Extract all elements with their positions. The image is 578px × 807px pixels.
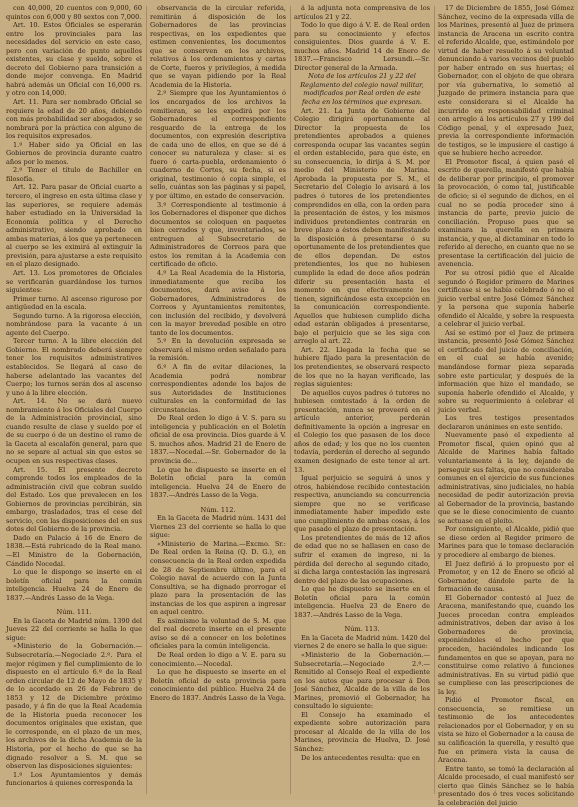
paragraph: 5.º En la devolución expresada se observará el mismo orden señalado para la remisión. [150, 337, 286, 363]
paragraph: 4.º La Real Academia de la Historia, inmediatamente que reciba los documentos, dará aviso á los Gobernadores, Administradores de Correos y Ayuntamientos remitentes, con inclusión del recibido, y devolverá con la mayor brevedad posible en otro tanto de los documentos. [150, 268, 286, 337]
paragraph: Así se estimó por el Juez de primera instancia, presentó José Gómez Sánchez el certificado del juicio de conciliación, en el cual se había avenido; mandándose formar pieza separada sobre este particular, y después de la información que hizo el mandado, se suponía haberle ofendido el Alcalde, y sobre su requerimiento á celebrar el juicio verbal. [438, 328, 574, 414]
paragraph: 3.º Correspondiente al testimonio á los Gobernadores el disponer que dichos documentos se coloquen en paquetes bien cerrados y que, inventariados, se entreguen al Subsecretario de Administradores de Correos para que estos los remitan á la Academia con certificado de oficio. [150, 200, 286, 269]
paragraph: Art. 10. Estos Oficiales se esperarán entre los provinciales para las necesidades del servicio en este caso, pero con variación de punto aquellos existentes, su clase y sueldo, sobre el decreto del Gobierno para transición a donde mejor convenga. En Madrid habrá además un Oficial con 16,000 rs. y otro con 14,000. [6, 21, 142, 98]
paragraph: Art. 14. No se dará nuevo nombramiento á los Oficiales del Cuerpo de la Administración provincial, sino cuando resulte de clase y sueldo por el de su cuerpo ó de un destino el ramo de la Gaceta al escalafón general, para que no se separe al actual sin que estos se ocupen en sus respectivas clases. [6, 397, 142, 465]
paragraph: Art. 21. La Junta de Gobierno del Colegio dirigirá oportunamente al Director la propuesta de los pretendientes aprobados a quienes corresponda ocupar las vacantes según el orden establecido, para que éste, en su consecuencia, lo dirija á S. M. por medio del Ministerio de Marina. Aprobada la propuesta por S. M., el Secretario del Colegio lo avisará á los padres ó tutores de los pretendientes comprendidos en ella, con la orden para la presentación de éstos, y los mismos individuos pretendientes contrarán en breve plazo a éstos deben manifestando la disposición á presentarse ó su oportunamente de los pretendientes que de ellos dependan. De estos pretendientes, los que no hubiesen cumplido la edad de doce años podrán diferir su presentación hasta el momento en que efectivamente los tienen, significándose esta excepción en la comunicación correspondiente. Aquellos que hubiesen cumplido dicha edad estarán obligados á presentarse, bajo el perjuicio que se les siga con arreglo al art. 22. [294, 106, 430, 346]
paragraph: observancia de la circular referida, remitirán á disposición de los Gobernadores de las provincias respectivas, en los expedientes que estimen convenientes, los documentos que se conserven en los archivos, relativos á los ordenamientos y cartas de Corte, fueros y privilegios, á medida que se vayan pidiendo por la Real Academia de la Historia. [150, 4, 286, 89]
paragraph: Nuevamente pasó el expediente al Promotor fiscal, quien opinó que al Alcalde de Marines había faltado voluntariamente á la ley, dejando de perseguir sus faltas, que no consideraba comunes en el ejercicio de sus funciones administrativas, sino judiciales, no había necesidad de pedir autorización previa al Gobernador de la provincia, bastando que se le diese conocimiento de cuanto se actuase en el pleito. [438, 431, 574, 525]
notice-number: Núm. 113. [344, 625, 380, 634]
paragraph: Los tres testigos presentados declararon unánimes en este sentido. [438, 414, 574, 431]
paragraph: De Real orden lo digo a V. E. para su conocimiento.—Nocedal. [150, 651, 286, 668]
paragraph: El Consejo ha examinado el expediente sobre autorización para procesar al Alcalde de la villa de los Marines, provincia de Huelva, D. José Sánchez: [294, 710, 430, 754]
text-column-1 [6, 4, 142, 796]
paragraph: Lo que he dispuesto se inserte en el Boletín oficial para la común inteligencia. Huelva 23 de Enero de 1837.—Andrés Lasso de la Vega. [294, 585, 430, 619]
paragraph: Lo que he dispuesto se inserte en el Boletín oficial para la común inteligencia. Huelva 24 de Enero de 1837.—Andrés Lasso de la Vega. [150, 465, 286, 500]
paragraph: Entre tanto, se tomó la declaración al Alcalde procesado, el cual manifestó ser cierto que Ginés Sánchez se le había presentado dos ó tres veces solicitando la celebración del juicio [438, 764, 574, 807]
paragraph: «Ministerio de Marina.—Excmo. Sr.: De Real orden la Reina (Q. D. G.), en consecuencia de la Real orden expedida de 28 de Septiembre último, para el Colegio naval de acuerdo con la Junta Consultiva, se ha dignado prorrogar el plazo para la presentación de las instancias de los que aspiren a ingresar en aquel centro. [150, 539, 286, 617]
paragraph: Todo lo que digo á V. E. de Real orden para su conocimiento y efectos consiguientes. Dios guarde á V. E. muchos años. Madrid 14 de Enero de 1837.—Francisco Lersundi.—Sr. Director general de la Armada. [294, 21, 430, 72]
paragraph: Segundo turno. A la rigorosa elección, nombrándose para la vacante á un agente del Cuerpo. [6, 311, 142, 337]
paragraph: 1.º Los Ayuntamientos y demás funcionarios á quienes corresponda la [6, 770, 142, 788]
paragraph: De Real orden lo digo á V. S. para su inteligencia y publicación en el Boletín oficial de esa provincia. Dios guarde á V. S. muchos años. Madrid 21 de Enero de 1837.—Nocedal.—Sr. Gobernador de la provincia de... [150, 414, 286, 465]
signature-line: Dado en Palacio á 16 de Enero de 1838.—Está rubricado de la Real mano.—El Ministro de la Gobernación, Cándido Nocedal. [6, 533, 142, 568]
paragraph: «Ministerio de la Gobernación.—Subsecretaría.—Negociado 2.º. Para el mejor régimen y fiel cumplimiento de lo dispuesto en el artículo 6.º de la Real orden circular de 12 de Mayo de 1835 y de lo acordado en 26 de Febrero de 1853 y 12 de Diciembre próximo pasado, y á fin de que la Real Academia de la Historia pueda reconocer los documentos originales que existan, que le corresponde, en el plazo de un mes, los archivos de la dicha Academia de la Historia, por el hecho de que se ha dignado resolver a S. M. que se observen las disposiciones siguientes: [6, 642, 142, 771]
column-rule [290, 6, 291, 794]
paragraph: El Juez defirió á lo propuesto por el Promotor, y en 12 de Enero se ofició al Gobernador, dándole parte de la formación de causa. [438, 559, 574, 594]
paragraph: El Promotor fiscal, á quien pasó el escrito de querella, manifestó que había de deliberar por principio, el promover la provocación, ó como tal, justificable de oficio; si el segundo de dichos, en el cual no se podía proceder sino á instancia de parte, previo juicio de conciliación. Propuso pues que se examinara la querella en primera instancia, y que, al dictaminar en todo lo referido al derecho, en cuanto que no se presentase la certificación del juicio de avenencia. [438, 157, 574, 269]
paragraph: 6.º A fin de evitar dilaciones, la Academia podrá nombrar correspondientes adonde los bajos de sus Autoridades de Instituciones culturales en la conformidad de las circunstancias. [150, 362, 286, 414]
paragraph: 2.º Tener el título de Bachiller en filosofía. [6, 166, 142, 183]
paragraph: Tercer turno. A la libre elección del Gobierno. El nombrado deberá siempre tener los requisitos administrativos establecidos. Se llegará al caso de haberse adelantado las vacantes del Cuerpo; los turnos serán dos al ascenso y uno á la libre elección. [6, 337, 142, 397]
paragraph: 17 de Diciembre de 1855, José Gómez Sánchez, vecino de la expresada villa de los Marines, presentó al Juez de primera instancia de Aracena un escrito contra el referido Alcalde, que, estimándolo por virtud de haber resuelto á su voluntad denunciando á varios vecinos del pueblo por haber entrado en sus huertas; el Gobernador, con el objeto de que obrara por vía gubernativa, lo sometió al Juzgado de primera instancia para que este considerara si el Alcalde ha incurrido en responsabilidad criminal con arreglo á los artículos 27 y 199 del Código penal, y el expresado Juez, previa la correspondiente información de testigos, se le impusiere el castigo á que se hubiere hecho acreedor. [438, 4, 574, 158]
paragraph: Art. 22. Llegada la fecha que se hubiere fijado para la presentación de los pretendientes, se observará respecto de los que no la hayan verificado, las reglas siguientes: [294, 345, 430, 389]
paragraph: Por consiguiente, el Alcalde, pidió que se diese orden al Regidor primero de Marines para que le tomase declaración y procediere al embargo de bienes. [438, 525, 574, 559]
paragraph: 2.º Siempre que los Ayuntamientos ó los encargados de los archivos la remitieran, se les expedirá por los Gobernadores el correspondiente resguardo de la entrega de los documentos, con expresión descriptiva de cada uno de ellos, en que se dé á conocer su naturaleza y clase: si es fuero ó carta-puebla, ordenamiento ó cuaderno de Cortes, su fecha, si es original, testimonio ó copia simple, el sello, cuántas son las páginas y si papel, y por último, en estado de conservación. [150, 89, 286, 201]
paragraph: á la adjunta nota comprensiva de los artículos 21 y 22. [294, 4, 430, 21]
paragraph: Art. 15. El presente decreto comprende todos los empleados de la administración civil que cobran sueldo del Estado. Los que prevalecen en los Gobiernos de provincias percibirán, sin embargo, trasladados, tras el cese del servicio, con las disposiciones del en sus dotes del Gobierno de la provincia. [6, 465, 142, 534]
paragraph: Art. 11. Para ser nombrado Oficial se requiere la edad de 20 años, debiendo con más probabilidad ser abogados, y se nombrará por la práctica con alguno de los requisitos expresados. [6, 98, 142, 141]
paragraph: con 40,000, 20 cuentos con 9,000, 60 quintos con 6,000 y 80 sextos con 7,000. [6, 4, 142, 21]
column-rule [434, 6, 435, 794]
paragraph: De aquellos cuyos padres ó tutores no hubiesen contestado á la orden de presentación, nunca se proveerá en el artículo anterior, perderán definitivamente la opción a ingresar en el Colegio los que pasasen de los doce años de edad; y los que no los cuenten todavía, perderán el derecho al segundo examen designado de este tenor al art. 13. [294, 388, 430, 474]
paragraph: De los antecedentes resulta: que en [301, 753, 421, 762]
column-rule [146, 6, 147, 794]
text-column-2 [150, 4, 286, 796]
paragraph: En la Gaceta de Madrid núm. 1431 del Viernes 23 del corriente se halla lo que sigue: [150, 514, 286, 540]
text-column-4 [438, 4, 575, 807]
paragraph: Art. 12. Para pasar de Oficial cuarto a tercero, el ingreso en esta última clase y las superiores, se requiere además haber estudiado en la Universidad la Economía política y el Derecho administrativo, siendo aprobado en ambas materias, á los que ya pertenecen al cuerpo se les eximirá al extinguir la previsión, para ajustarse a este requisito en el plazo designado. [6, 183, 142, 269]
notice-number: Núm. 111. [56, 608, 92, 617]
paragraph: Por su otrosí pidió que el Alcalde segundo ó Regidor primero de Marines certificase si se había celebrado ó no el juicio verbal entre José Gómez Sánchez y la persona que suponía haberle ofendido el Alcalde, y sobre la respuesta a celebrar el juicio verbal. [438, 268, 574, 329]
paragraph: Lo que he dispuesto se inserte en el Boletín oficial de esta provincia para conocimiento del público. Huelva 24 de Enero de 1837. Andrés Lasso de la Vega. [150, 668, 286, 702]
paragraph: Los pretendientes de más de 12 años de edad que no se hallasen en caso de sufrir el examen de ingreso, ni la pérdida del derecho al segundo citado, si dicha larga contestación las ingresará dentro del plazo de las ocupaciones. [294, 533, 430, 585]
paragraph: Igual perjuicio se seguirá á unos y otros, habiéndose recibido contestación respectiva, anunciando su concurrencia siempre que no se verificase inmediatamente haber impedido este uno cumplimiento de ambas cosas, á los que pasado el plazo de presentación. [294, 474, 430, 534]
paragraph: Primer turno. Al ascenso riguroso por antigüedad en la escala. [6, 294, 142, 312]
paragraph: Es asimismo la voluntad de S. M. que del real decreto inserte en el presente aviso se dé a conocer en los boletines oficiales para la común inteligencia. [150, 616, 286, 651]
paragraph: Pidió el Promotor fiscal, en consecuencia, se remitiese un testimonio de los antecedentes relacionados por el Gobernador, y en su vista se hizo el Gobernador a la causa de su calificación la querella, y resultó que fue en primera vista la causa de Aracena. [438, 696, 575, 765]
paragraph: Lo que le dispongo se inserte en el boletín oficial para la común inteligencia. Huelva 24 de Enero de 1837.—Andrés Lasso de la Vega. [6, 568, 142, 602]
paragraph: En la Gaceta de Madrid núm. 1390 del Jueves 22 del corriente se halla lo que sigue: [6, 616, 142, 642]
paragraph: El Gobernador contestó al Juez de Aracena, manifestando que, cuando los Jueces procedan contra empleados administrativos, deben dar aviso á los Gobernadores de provincia, exponiéndoles el hecho por que proceden, haciéndoles indicando los fundamentos en que se apoyan, para no constituirse como relativo á funciones administrativas. En su virtud pidió que se cumpliese con las prescripciones de la ley. [438, 593, 574, 696]
text-column-3 [294, 4, 430, 796]
paragraph: En la Gaceta de Madrid núm. 1420 del viernes 2 de enero se halla lo que sigue: [294, 633, 430, 651]
notice-number: Núm. 112. [200, 505, 236, 514]
paragraph: 1.º Haber sido ya Oficial en las Gobiernos de provincia durante cuatro años por lo menos. [6, 140, 142, 166]
section-heading: Nota de los artículos 21 y 22 del Reglamento del colegio naval militar, modificados por Real orden de este fecha en los términos que expresan. [300, 72, 424, 107]
paragraph: «Ministerio de la Gobernación.—Subsecretaría.—Negociado 2.º.—Remitido al Consejo Real el expediente en los autos que para procesar á Don José Sánchez, Alcalde de la villa de los Marines, promovió el Gobernador, ha consultado lo siguiente: [294, 651, 430, 711]
paragraph: Art. 13. Los promotores de Oficiales se verificarán guardándose los turnos siguientes: [6, 268, 142, 295]
